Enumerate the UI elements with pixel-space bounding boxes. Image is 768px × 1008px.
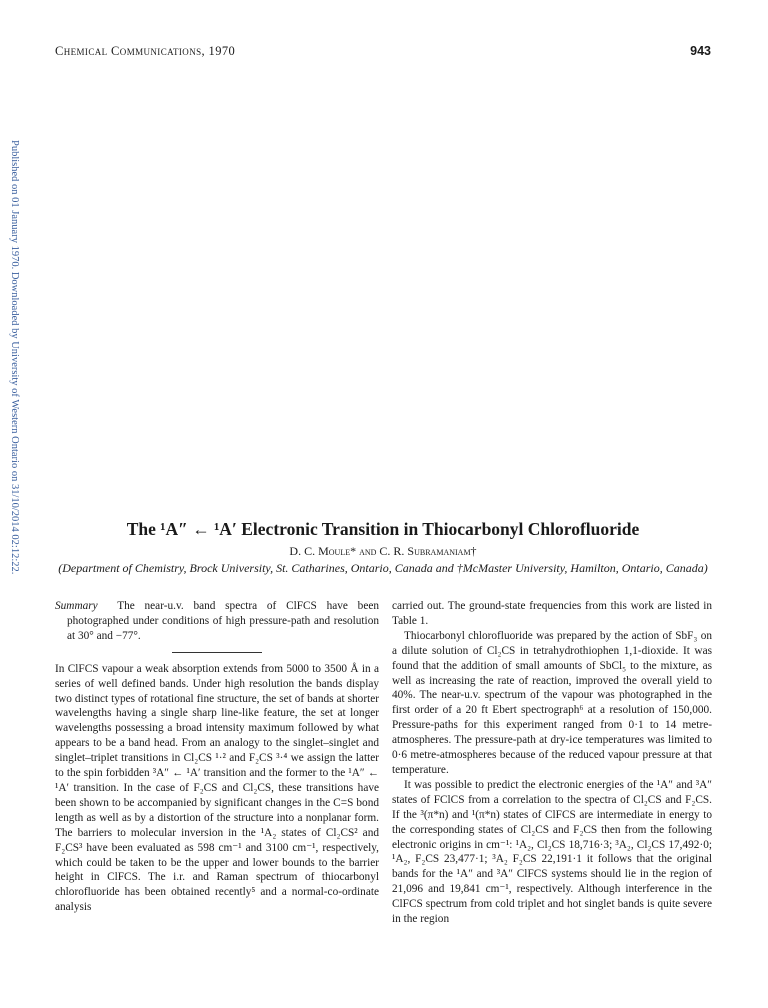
right-column xyxy=(392,599,712,927)
download-watermark xyxy=(6,140,22,840)
body-paragraph-4: It was possible to predict the electronic energies of the ¹A″ and ³A″ states of FClCS from a correlation to the spectra of Cl₂CS and F₂CS. If the ³(π*n) and ¹(π*n) states of ClFCS are intermediate in energy to the corresponding states of Cl₂CS and F₂CS then from the following electronic origins in cm⁻¹: ¹A₂, Cl₂CS 18,716·3; ³A₂, Cl₂CS 17,492·0; ¹A₂, F₂CS 23,477·1; ³A₂ F₂CS 22,191·1 it follows that the original bands for the ¹A″ and ³A″ ClFCS systems should lie in the region of 21,096 and 19,841 cm⁻¹, respectively. Although interference in the ClFCS spectrum from cold triplet and hot singlet bands is quite severe in the region xyxy=(392,778,712,926)
article-authors xyxy=(55,544,711,559)
body-paragraph-3: Thiocarbonyl chlorofluoride was prepared by the action of SbF₃ on a dilute solution of Cl₂CS in tetrahydrothiophen 1,1-dioxide. It was found that the addition of small amounts of SbCl₅ to the mixture, as well as increasing the rate of reaction, improved the overall yield to 40%. The near-u.v. spectrum of the vapour was photographed in the first order of a 20 ft Ebert spectrograph⁶ at a resolution of 150,000. Pressure-paths for this experiment ranged from 0·1 to 14 metre-atmospheres. The pressure-path at dry-ice temperatures was limited to 0·6 metre-atmospheres because of the reduced vapour pressure at that temperature. xyxy=(392,629,712,776)
article-title: The ¹A″ ← ¹A′ Electronic Transition in Thiocarbonyl Chlorofluoride xyxy=(126,519,640,539)
author-names: D. C. Moule* and C. R. Subramaniam† xyxy=(289,544,477,558)
summary-text: The near-u.v. band spectra of ClFCS have been photographed under conditions of high pressure-path and resolution at 30° and −77°. xyxy=(67,600,379,642)
body-paragraph-2: carried out. The ground-state frequencies from this work are listed in Table 1. xyxy=(392,600,712,627)
download-note[interactable]: Published on 01 January 1970. Downloaded by University of Western Ontario on 31/10/2014 02:12:22. xyxy=(9,140,20,575)
page-number: 943 xyxy=(690,44,711,58)
running-header xyxy=(55,44,711,60)
journal-name: Chemical Communications, 1970 xyxy=(55,44,236,58)
section-divider xyxy=(172,652,262,653)
summary-label: Summary xyxy=(55,600,98,612)
body-paragraph-1: In ClFCS vapour a weak absorption extends from 5000 to 3500 Å in a series of well defined bands. Under high resolution the bands display two distinct types of rotational fine structure, the set of bands at shorter wavelengths having a single sharp line-like feature, the set at longer wavelengths possessing a broad intensity maximum followed by what appears to be a band head. From an analogy to the singlet–singlet and singlet–triplet transitions in Cl₂CS ¹·² and F₂CS ³·⁴ we assign the latter to the spin forbidden ³A″ ← ¹A′ transition and the former to the ¹A″ ← ¹A′ transition. In the case of F₂CS and Cl₂CS, these transitions have been shown to be accompanied by significant changes in the C=S bond length as well as by a distortion of the structure into a nonplanar form. The barriers to molecular inversion in the ¹A₂ states of Cl₂CS² and F₂CS³ have been evaluated as 598 cm⁻¹ and 3100 cm⁻¹, respectively, which could be taken to be the upper and lower bounds to the barrier height in ClFCS. The i.r. and Raman spectrum of thiocarbonyl chlorofluoride has been obtained recently⁵ and a normal-co-ordinate analysis xyxy=(55,662,379,914)
left-column xyxy=(55,599,379,915)
article-affiliation: (Department of Chemistry, Brock University, St. Catharines, Ontario, Canada and †McMaster University, Hamilton, Ontario, Canada) xyxy=(58,561,708,575)
summary xyxy=(55,599,379,644)
